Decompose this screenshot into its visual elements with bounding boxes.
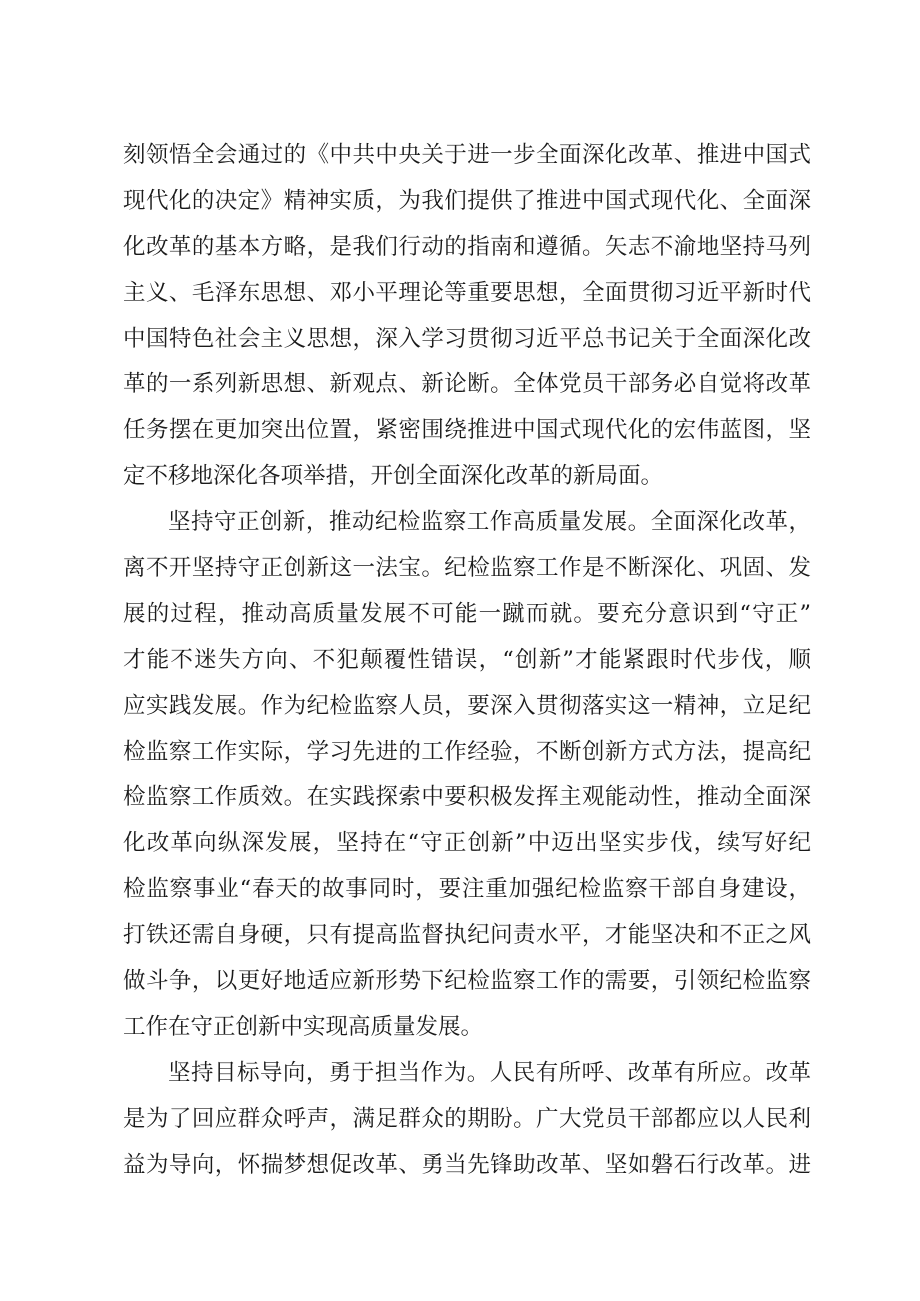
text-line: 坚持目标导向，勇于担当作为。人民有所呼、改革有所应。改革	[168, 1059, 811, 1086]
text-line: 检监察事业“春天的故事同时，要注重加强纪检监察干部自身建设，	[123, 876, 811, 903]
text-line: 工作在守正创新中实现高质量发展。	[123, 1013, 484, 1040]
text-line: 现代化的决定》精神实质，为我们提供了推进中国式现代化、全面深	[123, 187, 811, 214]
text-line: 化改革向纵深发展，坚持在“守正创新”中迈出坚实步伐，续写好纪	[123, 830, 811, 857]
text-line: 检监察工作质效。在实践探索中要积极发挥主观能动性，推动全面深	[123, 784, 811, 811]
text-line: 坚持守正创新，推动纪检监察工作高质量发展。全面深化改革，	[168, 509, 811, 536]
text-line: 应实践发展。作为纪检监察人员，要深入贯彻落实这一精神，立足纪	[123, 692, 811, 719]
text-line: 检监察工作实际，学习先进的工作经验，不断创新方式方法，提高纪	[123, 738, 811, 765]
text-line: 展的过程，推动高质量发展不可能一蹴而就。要充分意识到“守正”	[123, 600, 811, 627]
text-line: 主义、毛泽东思想、邓小平理论等重要思想，全面贯彻习近平新时代	[123, 279, 811, 306]
text-line: 打铁还需自身硬，只有提高监督执纪问责水平，才能坚决和不正之风	[123, 922, 811, 949]
text-line: 刻领悟全会通过的《中共中央关于进一步全面深化改革、推进中国式	[123, 142, 811, 168]
text-line: 离不开坚持守正创新这一法宝。纪检监察工作是不断深化、巩固、发	[123, 555, 811, 582]
text-line: 益为导向，怀揣梦想促改革、勇当先锋助改革、坚如磐石行改革。进	[123, 1151, 811, 1178]
text-line: 中国特色社会主义思想，深入学习贯彻习近平总书记关于全面深化改	[123, 325, 811, 352]
text-line: 任务摆在更加突出位置，紧密围绕推进中国式现代化的宏伟蓝图，坚	[123, 417, 811, 444]
text-line: 化改革的基本方略，是我们行动的指南和遵循。矢志不渝地坚持马列	[123, 233, 811, 260]
document-body	[123, 133, 811, 1188]
text-line: 做斗争，以更好地适应新形势下纪检监察工作的需要，引领纪检监察	[123, 968, 811, 995]
text-line: 革的一系列新思想、新观点、新论断。全体党员干部务必自觉将改革	[123, 371, 811, 398]
text-line: 是为了回应群众呼声，满足群众的期盼。广大党员干部都应以人民利	[123, 1105, 811, 1132]
paragraph	[123, 500, 811, 1051]
text-line: 才能不迷失方向、不犯颠覆性错误，“创新”才能紧跟时代步伐，顺	[123, 646, 811, 673]
paragraph	[123, 1051, 811, 1189]
text-line: 定不移地深化各项举措，开创全面深化改革的新局面。	[123, 463, 664, 490]
paragraph	[123, 133, 811, 500]
